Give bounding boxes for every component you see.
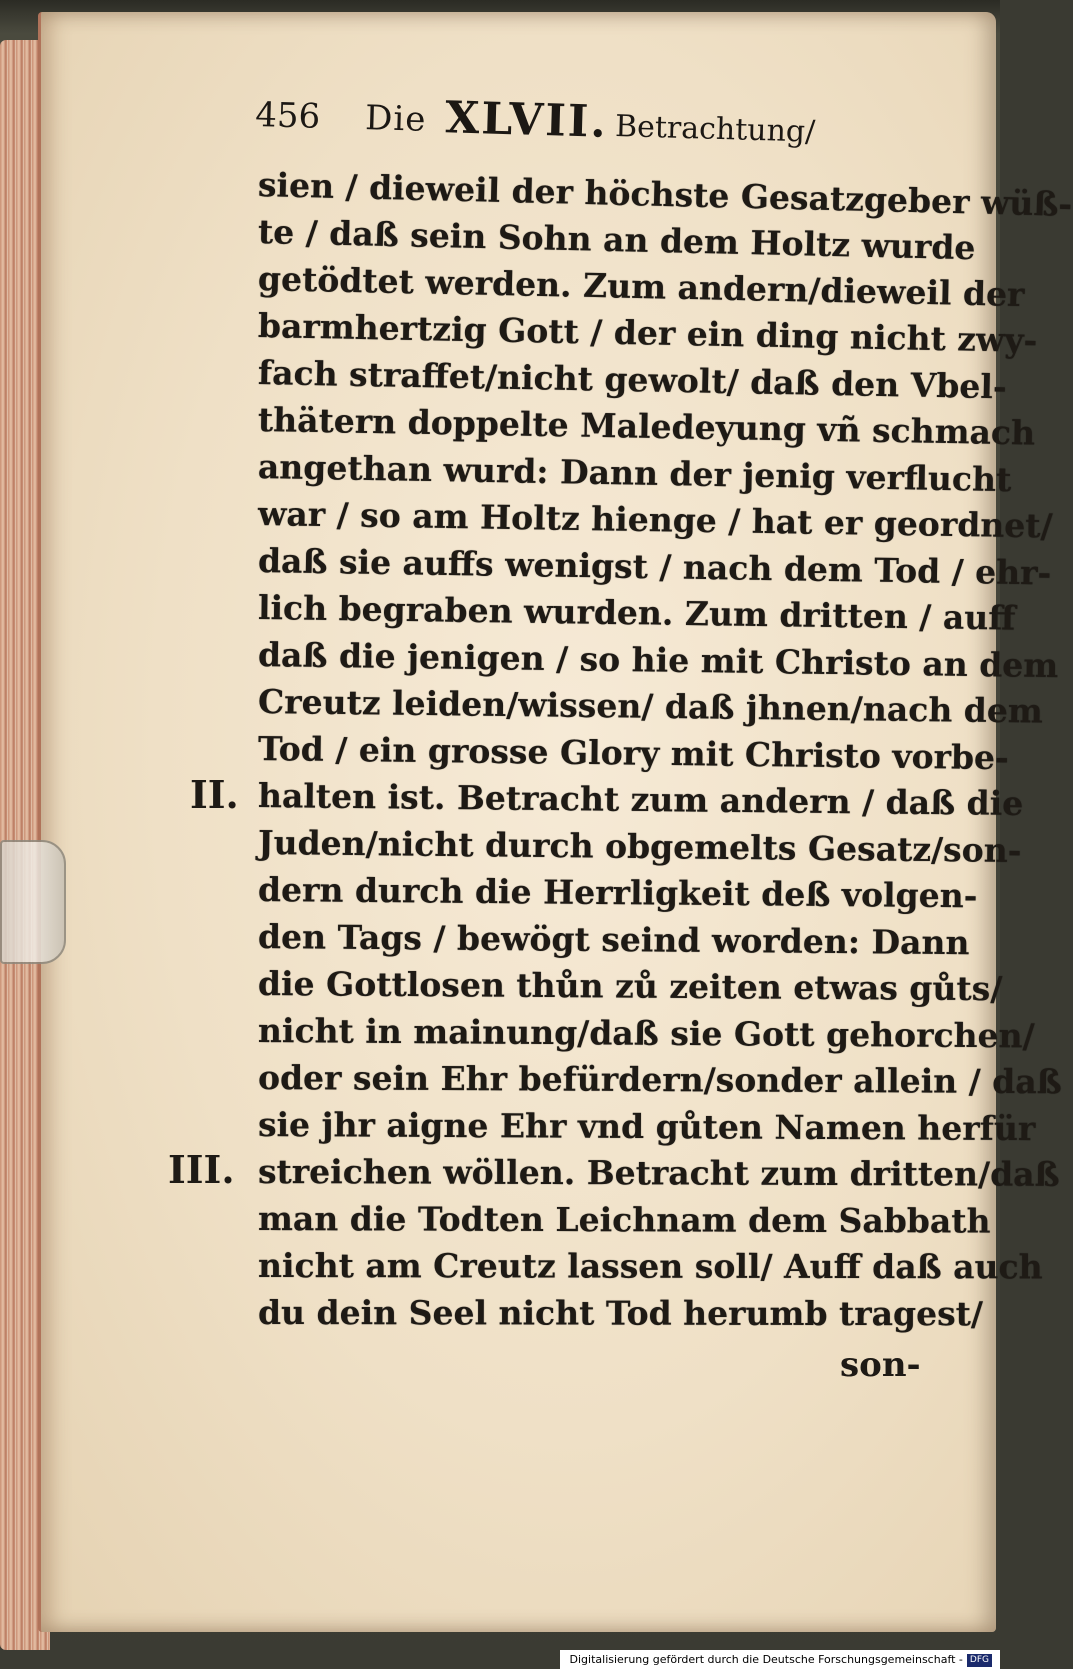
margin-marker-ii: II. [190,772,239,817]
text-line: Creutz leiden/wissen/ daß jhnen/nach dem [257,682,1044,731]
text-line: sien / dieweil der höchste Gesatzgeber wüß- [257,165,1073,224]
text-line: lich begraben wurden. Zum dritten / auff [257,588,1016,638]
text-line: sie jhr aigne Ehr vnd gůten Namen herfür [257,1105,1036,1149]
text-line: daß sie auffs wenigst / nach dem Tod / ehr- [257,541,1052,593]
text-line: halten ist. Betracht zum andern / daß die [257,776,1024,824]
text-line: Juden/nicht durch obgemelts Gesatz/son- [257,823,1022,870]
margin-marker-iii: III. [168,1147,235,1192]
text-line: thätern doppelte Maledeyung vñ schmach [257,400,1036,453]
text-line: te / daß sein Sohn an dem Holtz wurde [257,212,976,268]
text-line: dern durch die Herrligkeit deß volgen- [257,870,978,916]
text-line: Tod / ein grosse Glory mit Christo vorbe- [257,729,1010,778]
text-line: barmhertzig Gott / der ein ding nicht zwy- [257,306,1038,360]
text-line: oder sein Ehr befürdern/sonder allein / daß [257,1058,1062,1102]
text-line: getödtet werden. Zum andern/dieweil der [257,259,1025,315]
text-line: daß die jenigen / so hie mit Christo an dem [257,635,1059,686]
running-head-prefix: Die [364,98,428,140]
text-line: angethan wurd: Dann der jenig verflucht [257,447,1012,500]
text-line: die Gottlosen thůn zů zeiten etwas gůts/ [257,964,1003,1009]
text-line: fach straffet/nicht gewolt/ daß den Vbel- [257,353,1008,407]
text-line: den Tags / bewögt seind worden: Dann [257,917,970,963]
footer-text: Digitalisierung gefördert durch die Deutsche Forschungsgemeinschaft - [569,1653,963,1666]
catchword: son- [840,1345,921,1385]
digitization-footer [560,1650,1000,1669]
text-line: nicht in mainung/daß sie Gott gehorchen/ [257,1011,1035,1056]
running-head-roman-numeral: XLVII. [444,92,609,148]
book-clasp [0,840,66,964]
text-line: nicht am Creutz lassen soll/ Auff daß auch [257,1246,1043,1287]
text-line: war / so am Holtz hienge / hat er geordnet/ [257,494,1053,546]
text-line: du dein Seel nicht Tod herumb tragest/ [257,1293,984,1334]
running-head-title: Betrachtung/ [614,109,816,150]
page-number: 456 [254,95,321,137]
text-line: man die Todten Leichnam dem Sabbath [257,1199,991,1241]
dfg-logo-icon: DFG [967,1654,992,1667]
text-line: streichen wöllen. Betracht zum dritten/daß [257,1152,1060,1194]
